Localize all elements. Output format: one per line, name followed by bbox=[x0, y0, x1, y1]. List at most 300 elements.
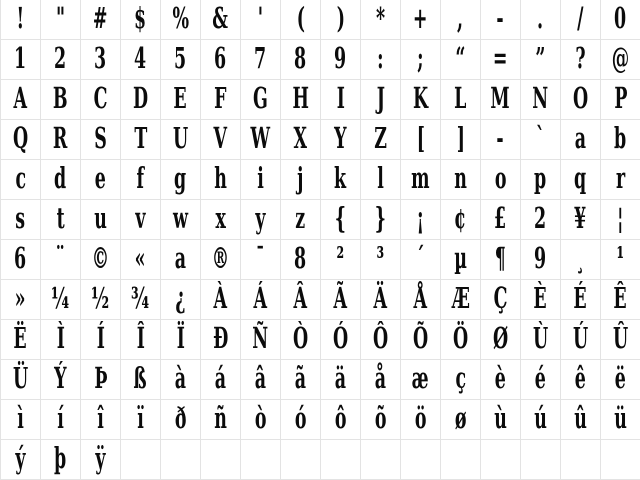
empty-cell bbox=[161, 440, 201, 480]
glyph-cell[interactable] bbox=[521, 320, 561, 360]
glyph: 7 bbox=[254, 41, 267, 75]
glyph-cell[interactable] bbox=[321, 160, 361, 200]
glyph-cell[interactable] bbox=[241, 400, 281, 440]
glyph: R bbox=[53, 121, 68, 155]
glyph-cell[interactable] bbox=[601, 360, 640, 400]
glyph: O bbox=[572, 81, 589, 115]
glyph-cell[interactable] bbox=[561, 200, 601, 240]
glyph: n bbox=[454, 161, 467, 195]
glyph-cell[interactable] bbox=[481, 400, 521, 440]
glyph: ¾ bbox=[131, 281, 150, 315]
glyph: K bbox=[412, 81, 429, 115]
glyph-cell[interactable] bbox=[401, 120, 441, 160]
glyph: # bbox=[93, 1, 108, 35]
glyph-cell[interactable] bbox=[601, 80, 640, 120]
glyph-cell[interactable] bbox=[601, 0, 640, 40]
glyph: ø bbox=[454, 401, 467, 435]
glyph-cell[interactable] bbox=[441, 200, 481, 240]
glyph-cell[interactable] bbox=[121, 160, 161, 200]
glyph-cell[interactable] bbox=[201, 320, 241, 360]
glyph-cell[interactable] bbox=[241, 160, 281, 200]
glyph-cell[interactable] bbox=[201, 120, 241, 160]
glyph-cell[interactable] bbox=[441, 360, 481, 400]
glyph: - bbox=[496, 1, 505, 35]
glyph-cell[interactable] bbox=[321, 120, 361, 160]
glyph-cell[interactable] bbox=[41, 320, 81, 360]
glyph: ß bbox=[133, 361, 148, 395]
glyph-cell[interactable] bbox=[561, 360, 601, 400]
glyph-cell[interactable] bbox=[41, 160, 81, 200]
glyph-cell[interactable] bbox=[401, 240, 441, 280]
glyph: ] bbox=[456, 121, 465, 155]
glyph-cell[interactable] bbox=[201, 280, 241, 320]
glyph: ¥ bbox=[574, 201, 587, 235]
glyph: ² bbox=[336, 241, 345, 275]
glyph-cell[interactable] bbox=[521, 240, 561, 280]
glyph-cell[interactable] bbox=[321, 200, 361, 240]
glyph: ô bbox=[334, 401, 347, 435]
glyph: Û bbox=[612, 321, 629, 355]
glyph: Ê bbox=[613, 281, 628, 315]
glyph: e bbox=[94, 161, 107, 195]
glyph-cell[interactable] bbox=[481, 160, 521, 200]
glyph: ¼ bbox=[51, 281, 70, 315]
glyph-cell[interactable] bbox=[361, 160, 401, 200]
glyph: ò bbox=[254, 401, 267, 435]
glyph-cell[interactable] bbox=[121, 400, 161, 440]
glyph-cell[interactable] bbox=[361, 0, 401, 40]
glyph-cell[interactable] bbox=[601, 160, 640, 200]
glyph-cell[interactable] bbox=[1, 320, 41, 360]
glyph-cell[interactable] bbox=[401, 40, 441, 80]
glyph-cell[interactable] bbox=[521, 400, 561, 440]
glyph-cell[interactable] bbox=[521, 200, 561, 240]
glyph-cell[interactable] bbox=[521, 40, 561, 80]
glyph-cell[interactable] bbox=[601, 120, 640, 160]
glyph: g bbox=[174, 161, 187, 195]
glyph: ? bbox=[575, 41, 586, 75]
glyph-cell[interactable] bbox=[481, 0, 521, 40]
glyph-cell[interactable] bbox=[361, 120, 401, 160]
glyph-cell[interactable] bbox=[521, 160, 561, 200]
glyph: $ bbox=[134, 1, 147, 35]
glyph-cell[interactable] bbox=[81, 280, 121, 320]
glyph: ³ bbox=[376, 241, 385, 275]
glyph: ¸ bbox=[576, 241, 585, 275]
glyph-cell[interactable] bbox=[241, 320, 281, 360]
glyph: z bbox=[295, 201, 306, 235]
glyph: C bbox=[93, 81, 108, 115]
glyph: Í bbox=[96, 321, 105, 355]
glyph-cell[interactable] bbox=[121, 240, 161, 280]
glyph-cell[interactable] bbox=[561, 400, 601, 440]
glyph-cell[interactable] bbox=[1, 40, 41, 80]
glyph-cell[interactable] bbox=[201, 80, 241, 120]
glyph: P bbox=[613, 81, 628, 115]
glyph-cell[interactable] bbox=[321, 320, 361, 360]
glyph: å bbox=[374, 361, 387, 395]
glyph-cell[interactable] bbox=[281, 400, 321, 440]
glyph-cell[interactable] bbox=[121, 280, 161, 320]
glyph-cell[interactable] bbox=[401, 360, 441, 400]
glyph-cell[interactable] bbox=[601, 200, 640, 240]
glyph-cell[interactable] bbox=[161, 40, 201, 80]
glyph-cell[interactable] bbox=[361, 80, 401, 120]
glyph-cell[interactable] bbox=[121, 200, 161, 240]
glyph-cell[interactable] bbox=[121, 0, 161, 40]
glyph-cell[interactable] bbox=[281, 280, 321, 320]
glyph-cell[interactable] bbox=[161, 400, 201, 440]
glyph-cell[interactable] bbox=[561, 240, 601, 280]
glyph: 8 bbox=[294, 241, 307, 275]
glyph: } bbox=[374, 201, 387, 235]
glyph: " bbox=[55, 1, 66, 35]
glyph-cell[interactable] bbox=[1, 400, 41, 440]
glyph-cell[interactable] bbox=[481, 320, 521, 360]
glyph-cell[interactable] bbox=[201, 40, 241, 80]
glyph: + bbox=[413, 1, 428, 35]
glyph: Ò bbox=[292, 321, 309, 355]
glyph-cell[interactable] bbox=[161, 320, 201, 360]
glyph: ` bbox=[536, 121, 545, 155]
glyph-cell[interactable] bbox=[201, 240, 241, 280]
glyph-cell[interactable] bbox=[1, 0, 41, 40]
glyph: ' bbox=[257, 1, 264, 35]
glyph-cell[interactable] bbox=[361, 240, 401, 280]
glyph: 2 bbox=[54, 41, 67, 75]
glyph: ” bbox=[535, 41, 546, 75]
glyph: q bbox=[574, 161, 587, 195]
glyph: ú bbox=[534, 401, 547, 435]
glyph-cell[interactable] bbox=[321, 80, 361, 120]
glyph-cell[interactable] bbox=[281, 320, 321, 360]
empty-cell bbox=[521, 440, 561, 480]
glyph-cell[interactable] bbox=[321, 360, 361, 400]
glyph: J bbox=[376, 81, 385, 115]
glyph-cell[interactable] bbox=[241, 280, 281, 320]
glyph: Ø bbox=[492, 321, 509, 355]
glyph-cell[interactable] bbox=[81, 400, 121, 440]
glyph-cell[interactable] bbox=[481, 200, 521, 240]
glyph: B bbox=[53, 81, 68, 115]
glyph-cell[interactable] bbox=[1, 80, 41, 120]
glyph: H bbox=[292, 81, 309, 115]
glyph: A bbox=[13, 81, 28, 115]
glyph: ¿ bbox=[175, 281, 186, 315]
glyph-cell[interactable] bbox=[81, 0, 121, 40]
glyph-cell[interactable] bbox=[441, 0, 481, 40]
glyph-cell[interactable] bbox=[561, 280, 601, 320]
glyph-cell[interactable] bbox=[321, 240, 361, 280]
glyph-cell[interactable] bbox=[81, 240, 121, 280]
glyph: L bbox=[454, 81, 467, 115]
glyph-cell[interactable] bbox=[481, 120, 521, 160]
glyph-cell[interactable] bbox=[41, 240, 81, 280]
glyph-cell[interactable] bbox=[81, 360, 121, 400]
empty-cell bbox=[401, 440, 441, 480]
glyph-cell[interactable] bbox=[361, 360, 401, 400]
glyph-cell[interactable] bbox=[41, 40, 81, 80]
glyph-cell[interactable] bbox=[281, 360, 321, 400]
glyph: 8 bbox=[294, 41, 307, 75]
glyph: © bbox=[91, 241, 110, 275]
glyph-cell[interactable] bbox=[161, 200, 201, 240]
glyph-cell[interactable] bbox=[481, 360, 521, 400]
glyph-cell[interactable] bbox=[1, 160, 41, 200]
glyph: : bbox=[377, 41, 384, 75]
glyph-cell[interactable] bbox=[281, 0, 321, 40]
glyph-cell[interactable] bbox=[361, 40, 401, 80]
glyph: f bbox=[136, 161, 145, 195]
glyph-cell[interactable] bbox=[41, 0, 81, 40]
glyph-cell[interactable] bbox=[441, 400, 481, 440]
glyph: µ bbox=[454, 241, 467, 275]
glyph: í bbox=[57, 401, 64, 435]
glyph: Ç bbox=[493, 281, 508, 315]
glyph-cell[interactable] bbox=[321, 40, 361, 80]
glyph-cell[interactable] bbox=[401, 80, 441, 120]
glyph: ý bbox=[15, 441, 26, 475]
glyph-cell[interactable] bbox=[241, 360, 281, 400]
glyph-cell[interactable] bbox=[401, 320, 441, 360]
glyph-cell[interactable] bbox=[601, 40, 640, 80]
glyph-cell[interactable] bbox=[521, 0, 561, 40]
glyph-cell[interactable] bbox=[481, 40, 521, 80]
glyph: F bbox=[214, 81, 227, 115]
glyph: m bbox=[411, 161, 430, 195]
glyph: Ù bbox=[532, 321, 549, 355]
glyph: é bbox=[534, 361, 547, 395]
glyph-cell[interactable] bbox=[281, 40, 321, 80]
glyph-cell[interactable] bbox=[241, 200, 281, 240]
glyph-cell[interactable] bbox=[561, 160, 601, 200]
glyph: Ó bbox=[332, 321, 349, 355]
glyph: » bbox=[15, 281, 26, 315]
glyph: j bbox=[297, 161, 304, 195]
glyph: 4 bbox=[134, 41, 147, 75]
empty-cell bbox=[281, 440, 321, 480]
glyph-cell[interactable] bbox=[601, 400, 640, 440]
glyph-cell[interactable] bbox=[441, 280, 481, 320]
glyph: V bbox=[213, 121, 228, 155]
glyph: D bbox=[132, 81, 149, 115]
glyph-cell[interactable] bbox=[121, 120, 161, 160]
glyph-cell[interactable] bbox=[401, 0, 441, 40]
glyph-cell[interactable] bbox=[241, 40, 281, 80]
glyph: ® bbox=[211, 241, 230, 275]
glyph: Ì bbox=[56, 321, 65, 355]
glyph-cell[interactable] bbox=[1, 200, 41, 240]
glyph-cell[interactable] bbox=[201, 0, 241, 40]
glyph: 0 bbox=[614, 1, 627, 35]
glyph-cell[interactable] bbox=[161, 280, 201, 320]
glyph-cell[interactable] bbox=[561, 120, 601, 160]
glyph: ë bbox=[614, 361, 627, 395]
glyph-cell[interactable] bbox=[441, 240, 481, 280]
glyph: a bbox=[574, 121, 587, 155]
glyph-cell[interactable] bbox=[1, 120, 41, 160]
glyph-cell[interactable] bbox=[41, 200, 81, 240]
glyph: Ï bbox=[176, 321, 185, 355]
glyph: Î bbox=[136, 321, 145, 355]
glyph-cell[interactable] bbox=[81, 440, 121, 480]
glyph-cell[interactable] bbox=[281, 80, 321, 120]
glyph-cell[interactable] bbox=[281, 120, 321, 160]
glyph: ¯ bbox=[256, 241, 265, 275]
glyph-cell[interactable] bbox=[521, 280, 561, 320]
glyph-cell[interactable] bbox=[601, 240, 640, 280]
glyph-cell[interactable] bbox=[41, 80, 81, 120]
glyph-cell[interactable] bbox=[281, 160, 321, 200]
empty-cell bbox=[321, 440, 361, 480]
glyph: i bbox=[257, 161, 264, 195]
glyph-cell[interactable] bbox=[41, 280, 81, 320]
glyph-cell[interactable] bbox=[1, 440, 41, 480]
glyph-cell[interactable] bbox=[241, 0, 281, 40]
glyph-cell[interactable] bbox=[81, 120, 121, 160]
glyph-cell[interactable] bbox=[1, 280, 41, 320]
glyph-cell[interactable] bbox=[201, 360, 241, 400]
glyph-cell[interactable] bbox=[601, 320, 640, 360]
glyph: Ý bbox=[54, 361, 67, 395]
glyph-cell[interactable] bbox=[441, 160, 481, 200]
glyph-cell[interactable] bbox=[41, 360, 81, 400]
glyph: G bbox=[253, 81, 268, 115]
glyph-cell[interactable] bbox=[601, 280, 640, 320]
glyph-cell[interactable] bbox=[321, 280, 361, 320]
glyph: 1 bbox=[14, 41, 27, 75]
glyph: y bbox=[255, 201, 266, 235]
glyph-cell[interactable] bbox=[121, 360, 161, 400]
glyph-cell[interactable] bbox=[81, 200, 121, 240]
glyph-cell[interactable] bbox=[441, 120, 481, 160]
glyph: . bbox=[537, 1, 544, 35]
glyph-cell[interactable] bbox=[1, 240, 41, 280]
glyph: ù bbox=[494, 401, 507, 435]
glyph-cell[interactable] bbox=[121, 40, 161, 80]
glyph-cell[interactable] bbox=[161, 240, 201, 280]
glyph-cell[interactable] bbox=[361, 280, 401, 320]
glyph-cell[interactable] bbox=[441, 320, 481, 360]
glyph-cell[interactable] bbox=[241, 120, 281, 160]
glyph: U bbox=[172, 121, 189, 155]
glyph-cell[interactable] bbox=[561, 0, 601, 40]
glyph-cell[interactable] bbox=[521, 360, 561, 400]
glyph: ( bbox=[296, 1, 305, 35]
glyph-cell[interactable] bbox=[241, 240, 281, 280]
glyph: 9 bbox=[534, 241, 547, 275]
glyph-cell[interactable] bbox=[161, 0, 201, 40]
glyph-cell[interactable] bbox=[441, 80, 481, 120]
glyph: l bbox=[377, 161, 384, 195]
glyph: Ä bbox=[373, 281, 388, 315]
glyph-cell[interactable] bbox=[41, 440, 81, 480]
glyph-cell[interactable] bbox=[121, 80, 161, 120]
glyph-cell[interactable] bbox=[561, 320, 601, 360]
glyph-cell[interactable] bbox=[321, 0, 361, 40]
glyph: Ã bbox=[333, 281, 348, 315]
glyph-cell[interactable] bbox=[561, 40, 601, 80]
glyph: [ bbox=[416, 121, 425, 155]
glyph-cell[interactable] bbox=[481, 240, 521, 280]
glyph-cell[interactable] bbox=[161, 360, 201, 400]
glyph: ä bbox=[334, 361, 347, 395]
glyph-cell[interactable] bbox=[201, 400, 241, 440]
glyph-cell[interactable] bbox=[81, 160, 121, 200]
glyph-cell[interactable] bbox=[521, 120, 561, 160]
glyph: È bbox=[533, 281, 548, 315]
glyph: 9 bbox=[334, 41, 347, 75]
empty-cell bbox=[481, 440, 521, 480]
glyph-cell[interactable] bbox=[1, 360, 41, 400]
glyph-cell[interactable] bbox=[401, 280, 441, 320]
glyph: = bbox=[493, 41, 508, 75]
glyph-cell[interactable] bbox=[41, 400, 81, 440]
glyph: Q bbox=[12, 121, 29, 155]
glyph-cell[interactable] bbox=[161, 80, 201, 120]
glyph: Ö bbox=[452, 321, 469, 355]
glyph: 3 bbox=[94, 41, 107, 75]
glyph-cell[interactable] bbox=[361, 320, 401, 360]
glyph-cell[interactable] bbox=[41, 120, 81, 160]
glyph: E bbox=[173, 81, 188, 115]
glyph: ê bbox=[574, 361, 587, 395]
glyph-cell[interactable] bbox=[281, 240, 321, 280]
glyph: N bbox=[532, 81, 549, 115]
glyph-cell[interactable] bbox=[401, 400, 441, 440]
glyph-cell[interactable] bbox=[401, 160, 441, 200]
glyph-cell[interactable] bbox=[81, 40, 121, 80]
glyph-cell[interactable] bbox=[401, 200, 441, 240]
glyph: « bbox=[135, 241, 146, 275]
empty-cell bbox=[441, 440, 481, 480]
glyph-cell[interactable] bbox=[321, 400, 361, 440]
glyph-cell[interactable] bbox=[81, 80, 121, 120]
glyph: ¢ bbox=[454, 201, 467, 235]
glyph-cell[interactable] bbox=[561, 80, 601, 120]
glyph-cell[interactable] bbox=[481, 280, 521, 320]
glyph: õ bbox=[374, 401, 387, 435]
glyph-cell[interactable] bbox=[281, 200, 321, 240]
glyph: v bbox=[135, 201, 146, 235]
glyph: X bbox=[293, 121, 308, 155]
glyph-cell[interactable] bbox=[481, 80, 521, 120]
glyph-cell[interactable] bbox=[121, 320, 161, 360]
glyph-cell[interactable] bbox=[521, 80, 561, 120]
glyph: ¶ bbox=[494, 241, 507, 275]
glyph: @ bbox=[611, 41, 630, 75]
glyph: ½ bbox=[91, 281, 110, 315]
glyph: c bbox=[15, 161, 26, 195]
glyph-cell[interactable] bbox=[361, 400, 401, 440]
glyph: ÿ bbox=[95, 441, 106, 475]
glyph-cell[interactable] bbox=[201, 200, 241, 240]
glyph: Á bbox=[253, 281, 268, 315]
glyph: ã bbox=[294, 361, 307, 395]
glyph: ! bbox=[16, 1, 25, 35]
glyph-cell[interactable] bbox=[241, 80, 281, 120]
glyph: 6 bbox=[214, 41, 227, 75]
glyph-cell[interactable] bbox=[201, 160, 241, 200]
glyph-cell[interactable] bbox=[161, 120, 201, 160]
glyph: æ bbox=[412, 361, 429, 395]
glyph-cell[interactable] bbox=[441, 40, 481, 80]
glyph: Æ bbox=[451, 281, 470, 315]
glyph: M bbox=[490, 81, 511, 115]
glyph-cell[interactable] bbox=[161, 160, 201, 200]
glyph-cell[interactable] bbox=[361, 200, 401, 240]
glyph-cell[interactable] bbox=[81, 320, 121, 360]
